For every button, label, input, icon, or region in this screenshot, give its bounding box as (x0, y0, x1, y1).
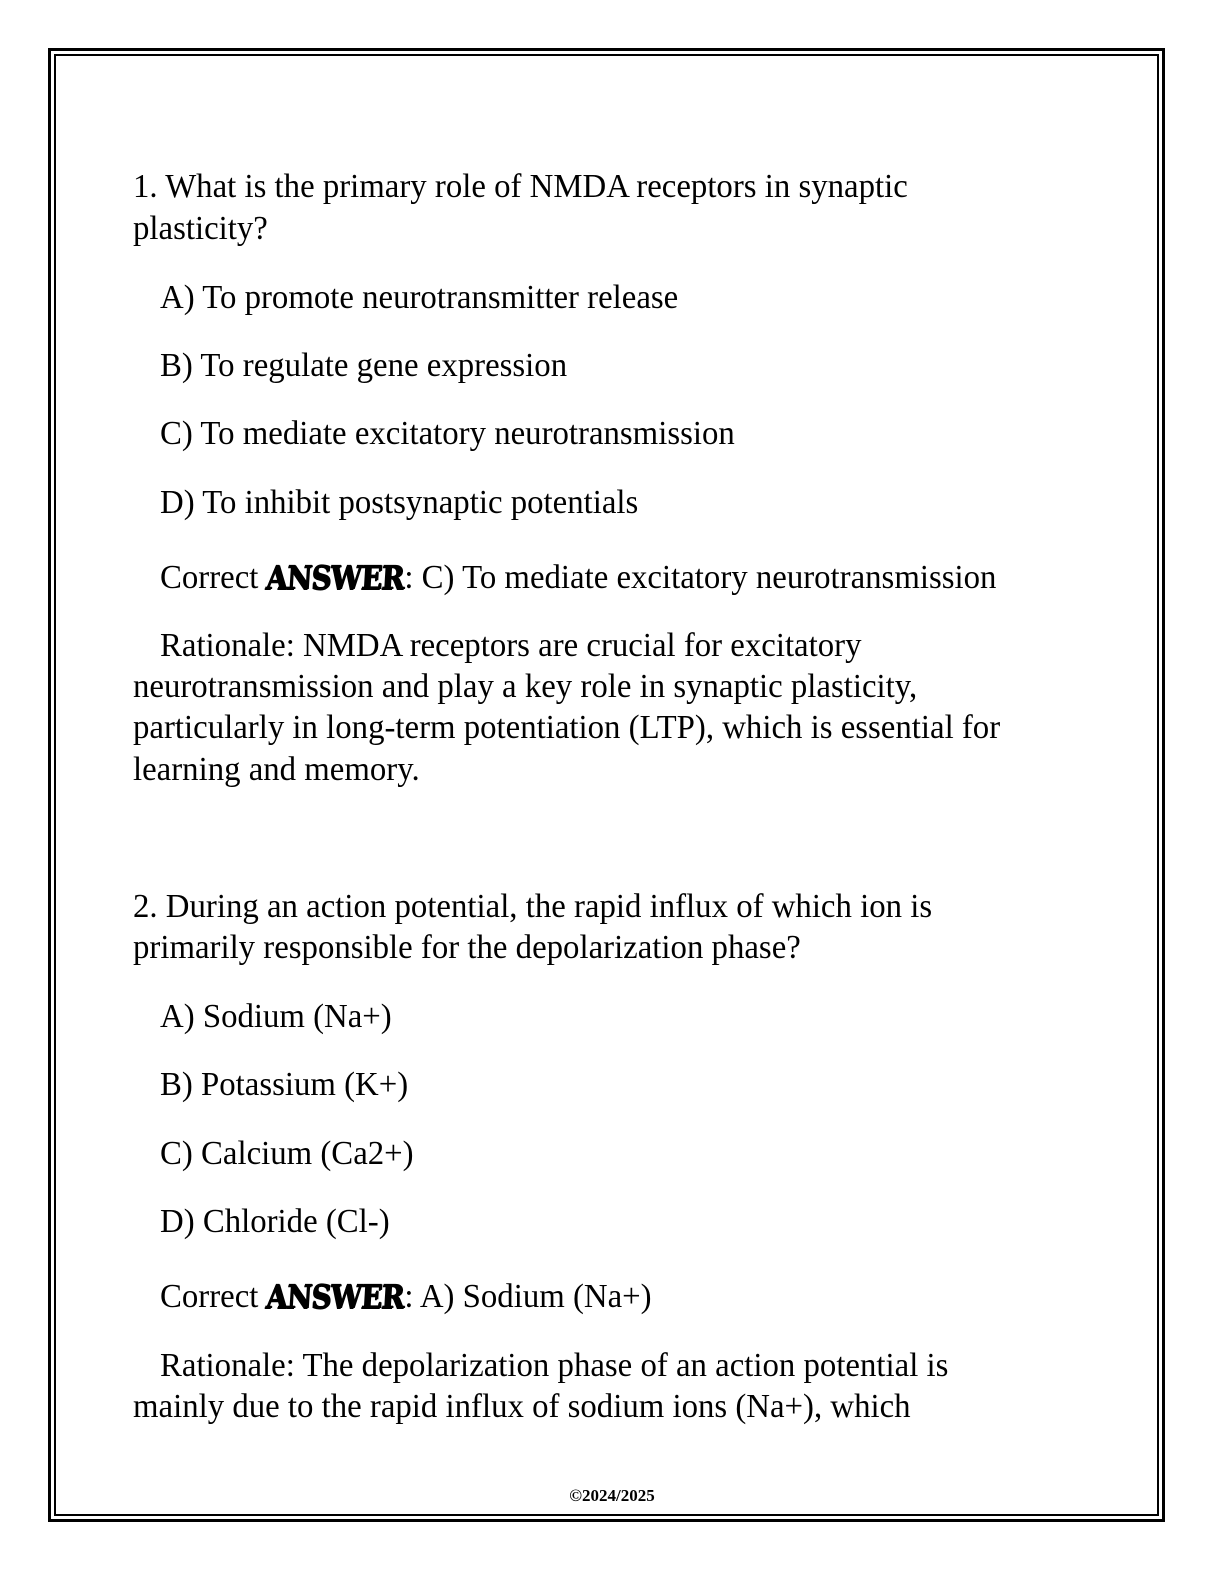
question-1-stem-line-1: 1. What is the primary role of NMDA receptors in synaptic (133, 168, 908, 205)
question-2-rationale-line-2: mainly due to the rapid influx of sodium ions (Na+), which (133, 1388, 911, 1425)
question-2-correct-answer (160, 1276, 652, 1318)
question-1-stem-line-2: plasticity? (133, 210, 268, 247)
question-1-option-a: A) To promote neurotransmitter release (160, 279, 679, 316)
question-1-option-d: D) To inhibit postsynaptic potentials (160, 484, 639, 521)
question-1-option-c: C) To mediate excitatory neurotransmission (160, 415, 735, 452)
question-2-option-c: C) Calcium (Ca2+) (160, 1135, 414, 1172)
question-1-option-b: B) To regulate gene expression (160, 347, 568, 384)
correct-answer-value: : C) To mediate excitatory neurotransmission (404, 559, 997, 596)
correct-label: Correct (160, 559, 267, 596)
question-2-option-b: B) Potassium (K+) (160, 1066, 409, 1103)
question-2-stem-line-1: 2. During an action potential, the rapid influx of which ion is (133, 888, 933, 925)
footer-copyright: ©2024/2025 (569, 1486, 655, 1505)
question-1-rationale-line-2: neurotransmission and play a key role in synaptic plasticity, (133, 668, 918, 705)
question-1-rationale-line-4: learning and memory. (133, 751, 420, 788)
question-1-rationale-line-1: Rationale: NMDA receptors are crucial for excitatory (160, 627, 862, 664)
question-2-stem-line-2: primarily responsible for the depolarization phase? (133, 929, 801, 966)
question-2-option-a: A) Sodium (Na+) (160, 998, 392, 1035)
question-1-rationale-line-3: particularly in long-term potentiation (LTP), which is essential for (133, 709, 1001, 746)
correct-label: Correct (160, 1278, 267, 1315)
answer-word-stylized: ANSWER (265, 1277, 406, 1317)
correct-answer-value: : A) Sodium (Na+) (404, 1278, 652, 1315)
question-1-correct-answer (160, 557, 996, 599)
answer-word-stylized: ANSWER (265, 558, 406, 598)
question-2-rationale-line-1: Rationale: The depolarization phase of an action potential is (160, 1347, 949, 1384)
question-2-option-d: D) Chloride (Cl-) (160, 1203, 390, 1240)
